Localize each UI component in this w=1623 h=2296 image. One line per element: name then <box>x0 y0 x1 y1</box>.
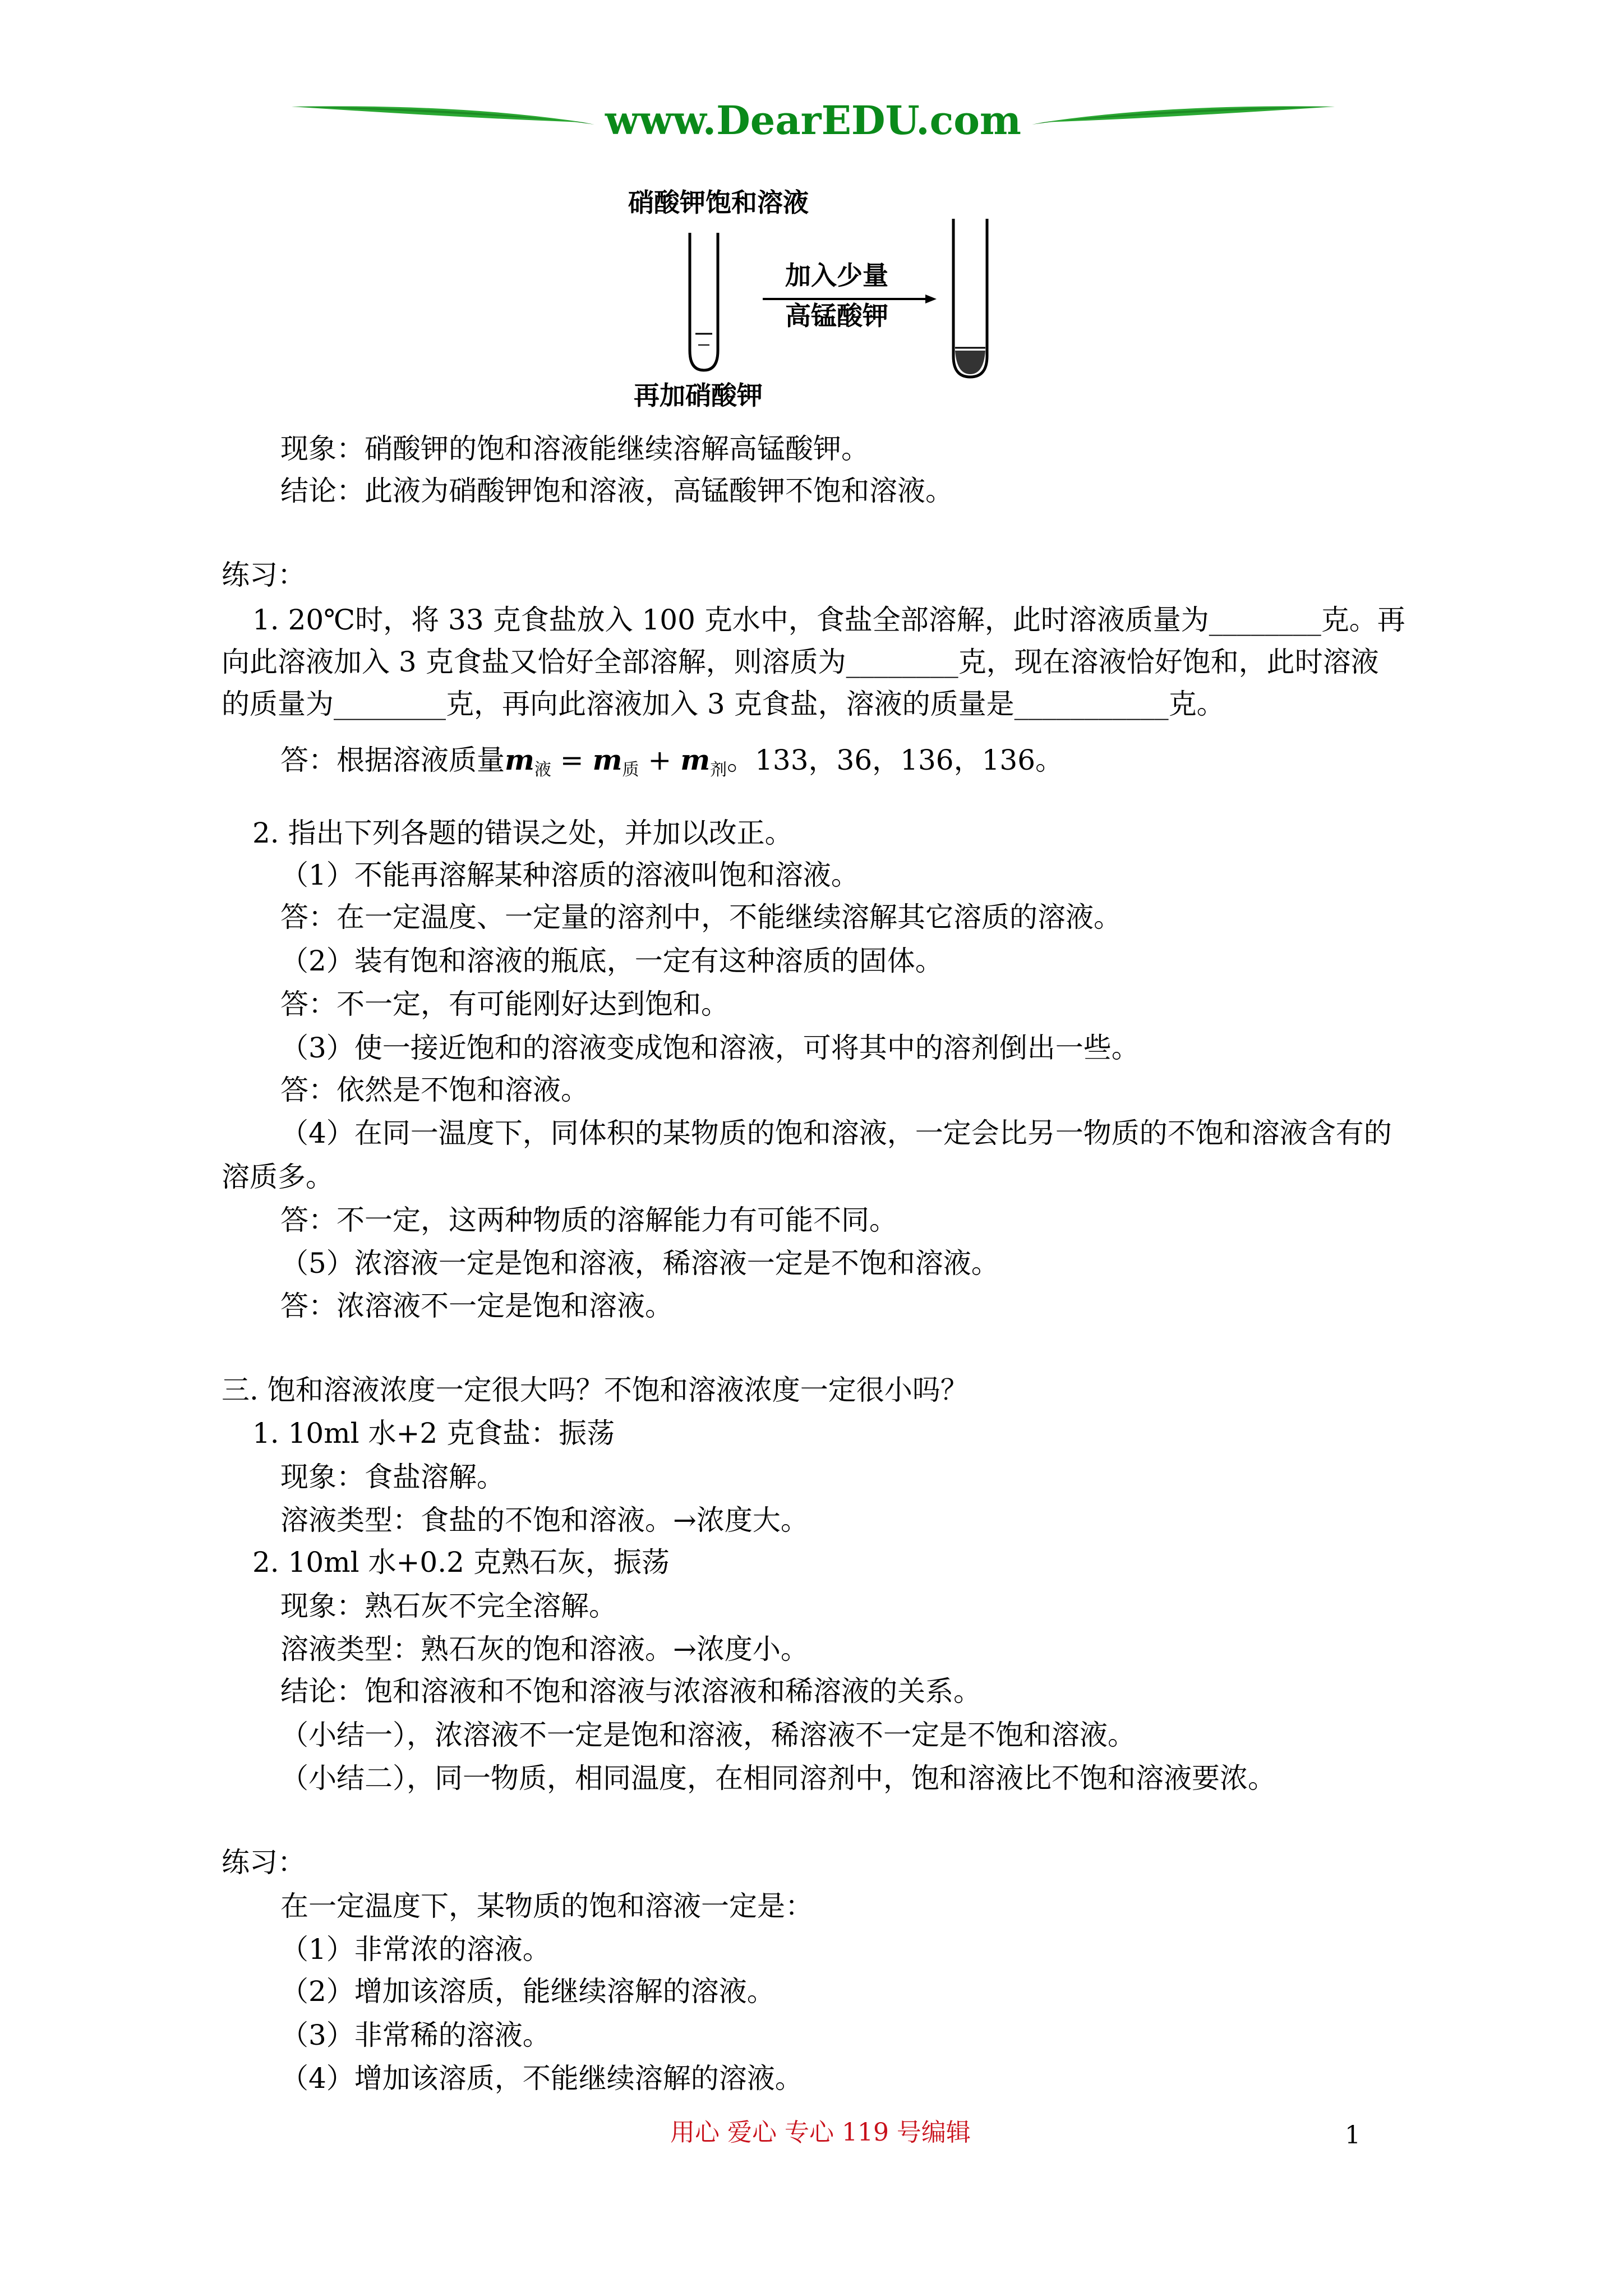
option-1: （1）非常浓的溶液。 <box>280 1933 551 1966</box>
page-number: 1 <box>1345 2121 1361 2150</box>
formula-sub-solution: 液 <box>534 760 551 780</box>
exercise-heading: 练习： <box>222 559 306 591</box>
experiment-figure <box>617 177 1009 412</box>
experiment-1-phenomenon: 现象：食盐溶解。 <box>280 1461 505 1493</box>
arrow-label-top: 加入少量 <box>785 260 888 291</box>
site-title: www.DearEDU.com <box>605 97 1021 144</box>
formula-equals: = <box>551 744 593 776</box>
site-header <box>292 95 1335 146</box>
answer-item-5: 答：浓溶液不一定是饱和溶液。 <box>280 1290 673 1322</box>
answer-1-line <box>280 743 1063 787</box>
answer-item-1: 答：在一定温度、一定量的溶剂中，不能继续溶解其它溶质的溶液。 <box>280 901 1122 933</box>
answer-item-3: 答：依然是不饱和溶液。 <box>280 1074 589 1106</box>
item-4-line-1: （4）在同一温度下，同体积的某物质的饱和溶液，一定会比另一物质的不饱和溶液含有的 <box>280 1117 1392 1149</box>
formula-m2: m <box>592 743 623 776</box>
experiment-1: 1. 10ml 水+2 克食盐：振荡 <box>252 1417 615 1450</box>
section-3-conclusion: 结论：饱和溶液和不饱和溶液与浓溶液和稀溶液的关系。 <box>280 1675 981 1708</box>
test-tube-diagram <box>617 177 1009 412</box>
experiment-2: 2. 10ml 水+0.2 克熟石灰，振荡 <box>252 1546 670 1579</box>
figure-top-label: 硝酸钾饱和溶液 <box>628 187 809 218</box>
item-5: （5）浓溶液一定是饱和溶液，稀溶液一定是不饱和溶液。 <box>280 1247 999 1280</box>
section-3-heading: 三. 饱和溶液浓度一定很大吗？不饱和溶液浓度一定很小吗？ <box>222 1374 969 1406</box>
formula-sub-solvent: 剂 <box>710 760 727 780</box>
question-1-line-2: 向此溶液加入 3 克食盐又恰好全部溶解，则溶质为________克，现在溶液恰好饱和，此时溶液 <box>222 646 1379 678</box>
option-4: （4）增加该溶质，不能继续溶解的溶液。 <box>280 2062 803 2095</box>
formula-plus: + <box>639 744 681 776</box>
item-3: （3）使一接近饱和的溶液变成饱和溶液，可将其中的溶剂倒出一些。 <box>280 1032 1140 1064</box>
phenomenon-line: 现象：硝酸钾的饱和溶液能继续溶解高锰酸钾。 <box>280 432 869 465</box>
formula-m1: m <box>505 743 534 776</box>
question-1-line-3: 的质量为________克，再向此溶液加入 3 克食盐，溶液的质量是___________克。 <box>222 688 1225 720</box>
experiment-2-type: 溶液类型：熟石灰的饱和溶液。→浓度小。 <box>280 1633 809 1665</box>
footer-note: 用心 爱心 专心 119 号编辑 <box>670 2118 971 2147</box>
exercise-2-stem: 在一定温度下，某物质的饱和溶液一定是： <box>280 1890 813 1922</box>
formula-sub-solute: 质 <box>622 760 639 780</box>
item-4-line-2: 溶质多。 <box>222 1161 334 1193</box>
figure-bottom-label: 再加硝酸钾 <box>634 380 763 411</box>
item-1: （1）不能再溶解某种溶质的溶液叫饱和溶液。 <box>280 859 859 891</box>
experiment-1-type: 溶液类型：食盐的不饱和溶液。→浓度大。 <box>280 1504 809 1536</box>
experiment-2-phenomenon: 现象：熟石灰不完全溶解。 <box>280 1590 617 1622</box>
item-2: （2）装有饱和溶液的瓶底，一定有这种溶质的固体。 <box>280 945 943 977</box>
answer-item-4: 答：不一定，这两种物质的溶解能力有可能不同。 <box>280 1204 897 1236</box>
arrow-label-bottom: 高锰酸钾 <box>785 301 888 331</box>
question-2-heading: 2. 指出下列各题的错误之处，并加以改正。 <box>252 817 793 849</box>
answer-1-prefix: 答：根据溶液质量 <box>280 744 505 776</box>
answer-item-2: 答：不一定，有可能刚好达到饱和。 <box>280 988 729 1020</box>
answer-1-suffix: 。133，36，136，136。 <box>727 744 1064 776</box>
conclusion-line: 结论：此液为硝酸钾饱和溶液，高锰酸钾不饱和溶液。 <box>280 475 953 507</box>
summary-1: （小结一），浓溶液不一定是饱和溶液，稀溶液不一定是不饱和溶液。 <box>280 1719 1136 1751</box>
formula-m3: m <box>680 743 711 776</box>
option-3: （3）非常稀的溶液。 <box>280 2019 551 2051</box>
question-1-line-1: 1. 20℃时，将 33 克食盐放入 100 克水中，食盐全部溶解，此时溶液质量为________克。再 <box>252 604 1405 636</box>
exercise-heading-2: 练习： <box>222 1846 306 1879</box>
option-2: （2）增加该溶质，能继续溶解的溶液。 <box>280 1975 775 2008</box>
summary-2: （小结二），同一物质，相同温度，在相同溶剂中，饱和溶液比不饱和溶液要浓。 <box>280 1762 1276 1795</box>
